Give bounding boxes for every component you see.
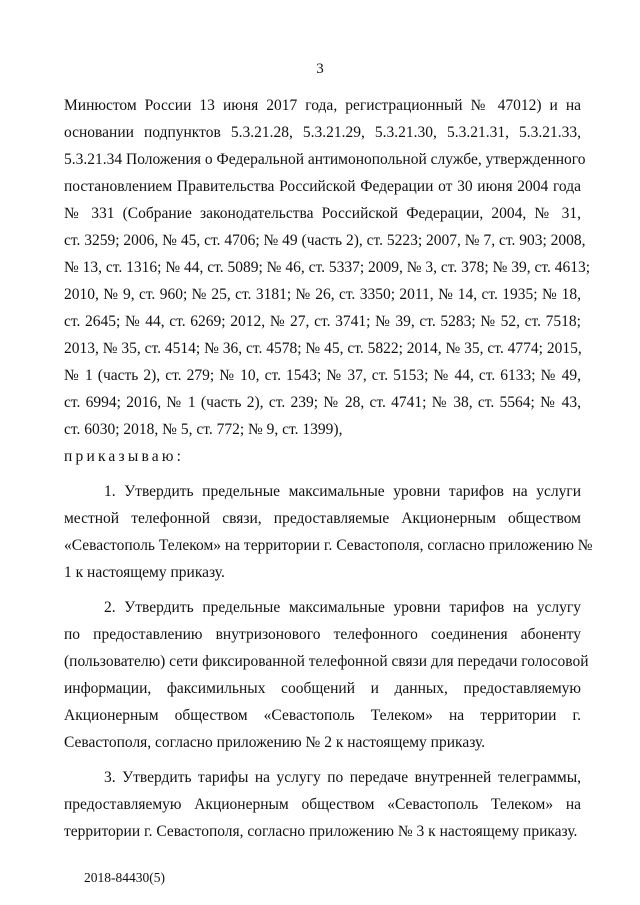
text-line: 2. Утвердить предельные максимальные уровни тарифов на услугу xyxy=(104,599,581,616)
text-line: ст. 3259; 2006, № 45, ст. 4706; № 49 (часть 2), ст. 5223; 2007, № 7, ст. 903; 2008, xyxy=(64,232,586,249)
text-line: № 13, ст. 1316; № 44, ст. 5089; № 46, ст. 5337; 2009, № 3, ст. 378; № 39, ст. 4613; xyxy=(64,259,591,276)
text-line: «Севастополь Телеком» на территории г. Севастополя, согласно приложению № xyxy=(64,537,593,554)
text-line: информации, факсимильных сообщений и данных, предоставляемую xyxy=(64,680,581,697)
text-line: 1. Утвердить предельные максимальные уровни тарифов на услуги xyxy=(104,483,581,500)
text-line: 3. Утвердить тарифы на услугу по передаче внутренней телеграммы, xyxy=(104,769,581,786)
text-line: 1 к настоящему приказу. xyxy=(64,564,225,581)
order-item-2 xyxy=(64,594,589,756)
order-item-1 xyxy=(64,478,593,586)
text-line: (пользователю) сети фиксированной телефонной связи для передачи голосовой xyxy=(64,653,589,670)
text-line: предоставляемую Акционерным обществом «Севастополь Телеком» на xyxy=(64,796,581,813)
text-line: ст. 6030; 2018, № 5, ст. 772; № 9, ст. 1399), xyxy=(64,421,343,438)
order-item-3 xyxy=(64,764,581,845)
paragraph-gap xyxy=(64,756,581,764)
preamble-paragraph xyxy=(64,92,591,443)
text-line: основании подпунктов 5.3.21.28, 5.3.21.29, 5.3.21.30, 5.3.21.31, 5.3.21.33, xyxy=(64,124,581,141)
text-line: постановлением Правительства Российской Федерации от 30 июня 2004 года xyxy=(64,178,581,195)
paragraph-gap xyxy=(64,470,581,478)
text-line: 2010, № 9, ст. 960; № 25, ст. 3181; № 26, ст. 3350; 2011, № 14, ст. 1935; № 18, xyxy=(64,286,581,303)
page-number: 3 xyxy=(316,61,324,77)
text-line: территории г. Севастополя, согласно приложению № 3 к настоящему приказу. xyxy=(64,823,578,840)
order-keyword: приказываю: xyxy=(64,448,185,465)
text-line: Акционерным обществом «Севастополь Телеком» на территории г. xyxy=(64,707,581,724)
text-line: Севастополя, согласно приложению № 2 к настоящему приказу. xyxy=(64,734,486,751)
text-line: № 331 (Собрание законодательства Российской Федерации, 2004, № 31, xyxy=(64,205,581,222)
text-line: ст. 2645; № 44, ст. 6269; 2012, № 27, ст. 3741; № 39, ст. 5283; № 52, ст. 7518; xyxy=(64,313,581,330)
document-body xyxy=(64,92,593,845)
text-line: 2013, № 35, ст. 4514; № 36, ст. 4578; № 45, ст. 5822; 2014, № 35, ст. 4774; 2015, xyxy=(64,340,582,357)
text-line: местной телефонной связи, предоставляемые Акционерным обществом xyxy=(64,510,581,527)
text-line: 5.3.21.34 Положения о Федеральной антимонопольной службе, утвержденного xyxy=(64,151,586,168)
text-line: Минюстом России 13 июня 2017 года, регистрационный № 47012) и на xyxy=(64,97,581,114)
text-line: ст. 6994; 2016, № 1 (часть 2), ст. 239; № 28, ст. 4741; № 38, ст. 5564; № 43, xyxy=(64,394,581,411)
paragraph-gap xyxy=(64,586,581,594)
text-line: по предоставлению внутризонового телефонного соединения абоненту xyxy=(64,626,581,643)
document-code: 2018-84430(5) xyxy=(84,870,165,885)
text-line: № 1 (часть 2), ст. 279; № 10, ст. 1543; № 37, ст. 5153; № 44, ст. 6133; № 49, xyxy=(64,367,581,384)
